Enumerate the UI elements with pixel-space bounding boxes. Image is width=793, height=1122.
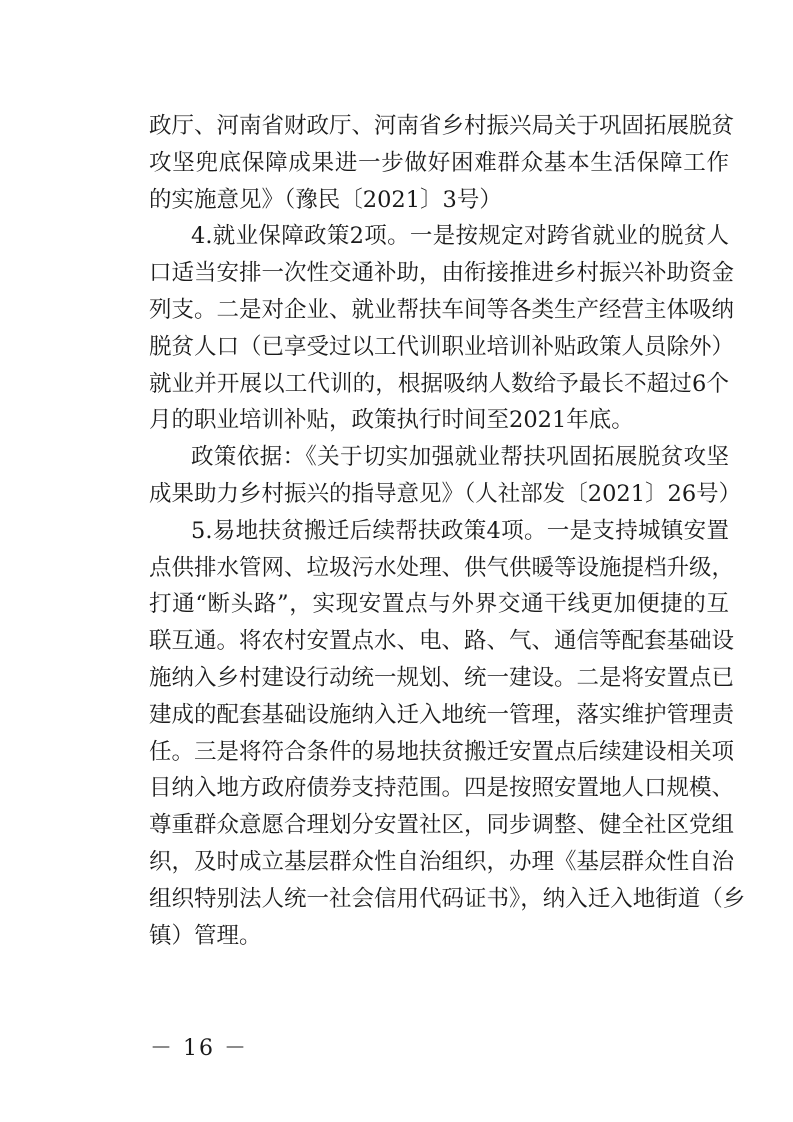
text-line: 5.易地扶贫搬迁后续帮扶政策4项。一是支持城镇安置 bbox=[191, 517, 729, 544]
text-line: 施纳入乡村建设行动统一规划、统一建设。二是将安置点已 bbox=[149, 664, 735, 691]
text-line: 政厅、河南省财政厅、河南省乡村振兴局关于巩固拓展脱贫 bbox=[149, 113, 735, 139]
text-line: 就业并开展以工代训的，根据吸纳人数给予最长不超过6个 bbox=[149, 370, 729, 397]
text-line: 脱贫人口（已享受过以工代训职业培训补贴政策人员除外） bbox=[149, 333, 735, 360]
text-line: 列支。二是对企业、就业帮扶车间等各类生产经营主体吸纳 bbox=[149, 296, 735, 323]
text-line: 的实施意见》（豫民〔2021〕3号） bbox=[149, 186, 502, 213]
text-line: 口适当安排一次性交通补助，由衔接推进乡村振兴补助资金 bbox=[149, 260, 735, 287]
body-text bbox=[149, 108, 746, 954]
page-number: － 16 － bbox=[150, 1036, 248, 1061]
text-line: 组织特别法人统一社会信用代码证书》，纳入迁入地街道（乡 bbox=[149, 885, 746, 912]
text-line: 攻坚兜底保障成果进一步做好困难群众基本生活保障工作 bbox=[149, 149, 729, 176]
text-line: 政策依据：《关于切实加强就业帮扶巩固拓展脱贫攻坚 bbox=[191, 444, 729, 471]
text-line: 镇）管理。 bbox=[149, 922, 262, 949]
text-line: 织，及时成立基层群众性自治组织，办理《基层群众性自治 bbox=[149, 848, 735, 875]
text-line: 4.就业保障政策2项。一是按规定对跨省就业的脱贫人 bbox=[191, 223, 729, 250]
text-line: 尊重群众意愿合理划分安置社区，同步调整、健全社区党组 bbox=[149, 812, 735, 839]
text-line: 建成的配套基础设施纳入迁入地统一管理，落实维护管理责 bbox=[149, 701, 735, 728]
text-line: 成果助力乡村振兴的指导意见》（人社部发〔2021〕26号） bbox=[149, 480, 742, 507]
text-line: 任。三是将符合条件的易地扶贫搬迁安置点后续建设相关项 bbox=[149, 738, 735, 765]
text-line: 目纳入地方政府债券支持范围。四是按照安置地人口规模、 bbox=[149, 775, 735, 802]
text-line: 月的职业培训补贴，政策执行时间至2021年底。 bbox=[149, 407, 634, 434]
text-line: 点供排水管网、垃圾污水处理、供气供暖等设施提档升级， bbox=[149, 554, 735, 581]
text-line: 联互通。将农村安置点水、电、路、气、通信等配套基础设 bbox=[149, 628, 735, 655]
text-line: 打通“断头路”，实现安置点与外界交通干线更加便捷的互 bbox=[149, 591, 729, 618]
